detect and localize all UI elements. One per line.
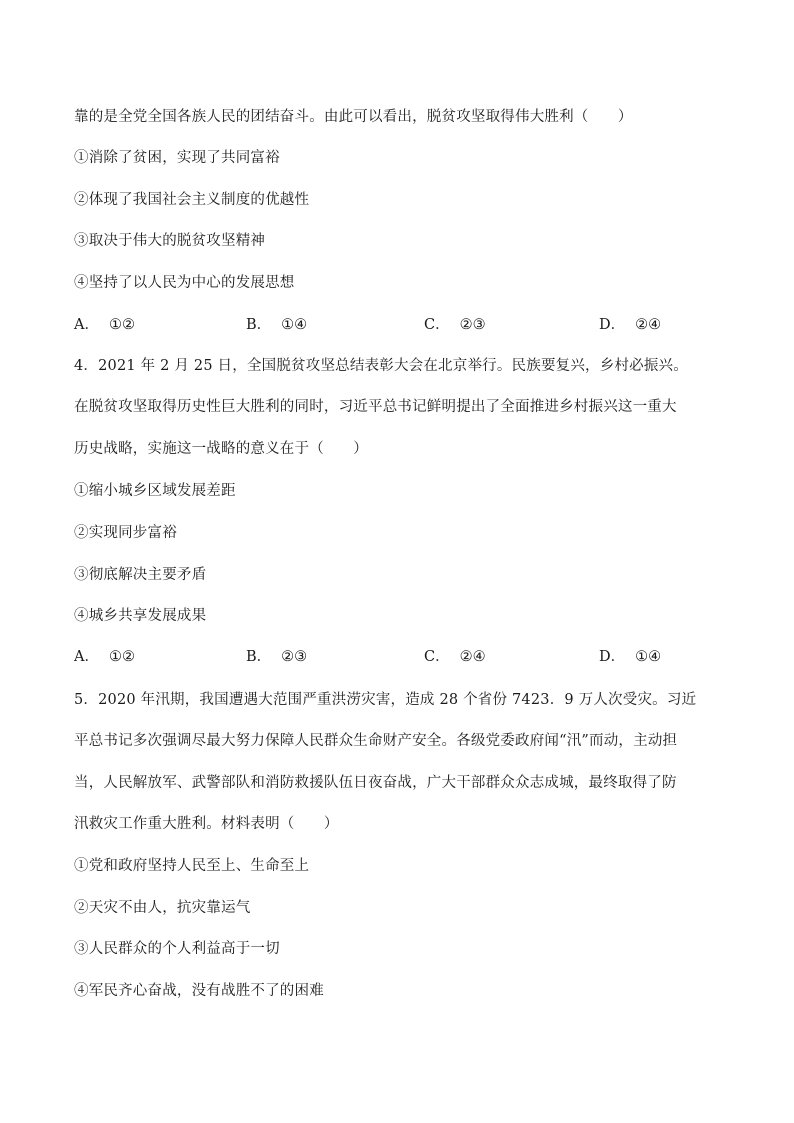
- option-label: D．: [599, 649, 626, 665]
- q4-statement-3: ③彻底解决主要矛盾: [74, 567, 207, 583]
- option-value: ②③: [281, 649, 308, 665]
- q5-statement-4: ④军民齐心奋战，没有战胜不了的困难: [74, 983, 324, 999]
- option-value: ②④: [459, 649, 486, 665]
- q3-option-c[interactable]: [424, 315, 486, 335]
- q4-option-a[interactable]: [74, 647, 135, 667]
- q5-statement-3: ③人民群众的个人利益高于一切: [74, 941, 280, 957]
- q5-stem-line-3: 当，人民解放军、武警部队和消防救援队伍日夜奋战，广大干部群众众志成城，最终取得了防: [74, 775, 677, 791]
- q4-statement-1: ①缩小城乡区域发展差距: [74, 483, 236, 499]
- q5-statement-2: ②天灾不由人，抗灾靠运气: [74, 900, 251, 916]
- q5-stem-line-2: 平总书记多次强调尽最大努力保障人民群众生命财产安全。各级党委政府闻“汛”而动，主动担: [74, 733, 678, 749]
- q4-statement-2: ②实现同步富裕: [74, 525, 177, 541]
- option-label: A．: [74, 317, 99, 333]
- q5-stem-line-4: 汛救灾工作重大胜利。材料表明（ ）: [74, 816, 339, 832]
- q3-statement-4: ④坚持了以人民为中心的发展思想: [74, 275, 295, 291]
- option-label: B．: [246, 649, 272, 665]
- option-value: ①④: [635, 649, 662, 665]
- option-label: C．: [424, 649, 450, 665]
- q3-option-b[interactable]: [246, 315, 307, 335]
- q4-option-b[interactable]: [246, 647, 307, 667]
- q4-options: [74, 647, 734, 667]
- q5-statement-1: ①党和政府坚持人民至上、生命至上: [74, 858, 310, 874]
- option-value: ①④: [281, 317, 308, 333]
- q4-option-d[interactable]: [599, 647, 661, 667]
- q3-stem-tail: 靠的是全党全国各族人民的团结奋斗。由此可以看出，脱贫攻坚取得伟大胜利（ ）: [74, 109, 633, 125]
- option-label: C．: [424, 317, 450, 333]
- q3-option-a[interactable]: [74, 315, 135, 335]
- option-label: D．: [599, 317, 626, 333]
- q4-stem-line-3: 历史战略，实施这一战略的意义在于（ ）: [74, 441, 368, 457]
- option-value: ②③: [459, 317, 486, 333]
- option-value: ①②: [108, 649, 135, 665]
- q4-statement-4: ④城乡共享发展成果: [74, 608, 207, 624]
- option-value: ①②: [108, 317, 135, 333]
- q5-stem-line-1: 5．2020 年汛期，我国遭遇大范围严重洪涝灾害，造成 28 个省份 7423．9 万人次受灾。习近: [74, 692, 697, 708]
- q4-option-c[interactable]: [424, 647, 486, 667]
- option-value: ②④: [635, 317, 662, 333]
- q3-statement-2: ②体现了我国社会主义制度的优越性: [74, 192, 310, 208]
- option-label: A．: [74, 649, 99, 665]
- q4-stem-line-2: 在脱贫攻坚取得历史性巨大胜利的同时，习近平总书记鲜明提出了全面推进乡村振兴这一重大: [74, 399, 677, 415]
- q3-option-d[interactable]: [599, 315, 661, 335]
- q3-statement-1: ①消除了贫困，实现了共同富裕: [74, 150, 280, 166]
- q4-stem-line-1: 4．2021 年 2 月 25 日，全国脱贫攻坚总结表彰大会在北京举行。民族要复兴，乡村必振兴。: [74, 358, 688, 374]
- q3-statement-3: ③取决于伟大的脱贫攻坚精神: [74, 233, 266, 249]
- option-label: B．: [246, 317, 272, 333]
- q3-options: [74, 315, 734, 335]
